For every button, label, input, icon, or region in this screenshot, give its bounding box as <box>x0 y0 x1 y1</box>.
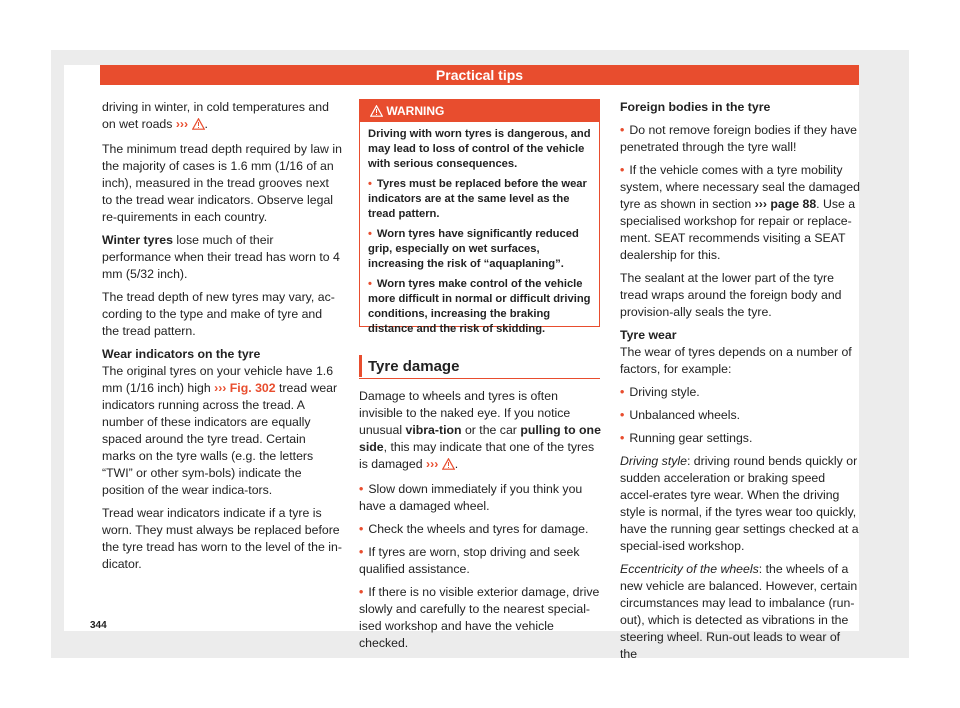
warning-box <box>359 99 600 335</box>
title-underline <box>359 378 600 379</box>
warning-item: • Tyres must be replaced before the wear indicators are at the same level as the tread pattern. <box>368 177 591 222</box>
paragraph: Eccentricity of the wheels: the wheels of a new vehicle are balanced. However, certain circumstances may lead to imbalance (run-out), which is detected as vibrations in the steering wheel. Run-out leads to wear of the <box>620 562 858 661</box>
list-item: • If the vehicle comes with a tyre mobility system, where necessary seal the damaged tyre as shown in section ››› page 88. Use a specialised workshop for repair or replace-ment. SEAT recommends visiting a SEAT dealership for this. <box>620 162 860 264</box>
paragraph <box>102 346 342 363</box>
paragraph: The original tyres on your vehicle have 1.6 mm (1/16 inch) high ››› Fig. 302 tread wear indicators running across the tread. A number of these indicators are equally spaced around the tyre tread. Certain marks on the tyre walls (e.g. the letters “TWI” or other sym-bols) indicate the position of the wear indica-tors. <box>102 364 338 497</box>
list-item: • Driving style. <box>620 384 860 401</box>
paragraph: The wear of tyres depends on a number of factors, for example: <box>620 345 852 376</box>
warning-header: WARNING <box>360 100 599 122</box>
list-item: • If there is no visible exterior damage, drive slowly and carefully to the nearest special-ised workshop and have the vehicle checked. <box>359 584 601 652</box>
warning-body <box>360 122 599 337</box>
column-middle-text <box>359 388 601 658</box>
warning-item: • Worn tyres have significantly reduced grip, especially on wet surfaces, increasing the risk of “aquaplaning”. <box>368 227 591 272</box>
paragraph: The tread depth of new tyres may vary, ac-cording to the type and make of tyre and the tread pattern. <box>102 290 335 338</box>
list-item: • Slow down immediately if you think you have a damaged wheel. <box>359 481 601 515</box>
list-item: • Unbalanced wheels. <box>620 407 860 424</box>
subheading: Wear indicators on the tyre <box>102 347 261 361</box>
list-item: • If tyres are worn, stop driving and seek qualified assistance. <box>359 544 601 578</box>
paragraph: The minimum tread depth required by law in the majority of cases is 1.6 mm (1/16 of an inch), measured in the tread grooves next to the tread wear indicators. Observe legal re-quirements in each country. <box>102 142 342 224</box>
warning-triangle-icon <box>370 102 383 124</box>
warning-intro: Driving with worn tyres is dangerous, and may lead to loss of control of the vehicle with serious consequences. <box>368 128 591 170</box>
section-header: Practical tips <box>100 65 859 85</box>
section-title: Tyre damage <box>359 357 600 377</box>
paragraph: driving in winter, in cold temperatures and on wet roads ››› . <box>102 99 342 135</box>
figure-reference[interactable]: ››› Fig. 302 <box>214 381 276 395</box>
paragraph: Winter tyres lose much of their performance when their tread has worn to 4 mm (5/32 inch). <box>102 233 340 281</box>
subheading: Foreign bodies in the tyre <box>620 100 771 114</box>
list-item: • Do not remove foreign bodies if they have penetrated through the tyre wall! <box>620 122 860 156</box>
subheading: Tyre wear <box>620 328 677 342</box>
list-item: • Running gear settings. <box>620 430 860 447</box>
column-left <box>102 99 342 579</box>
warning-triangle-icon <box>192 118 205 135</box>
warning-triangle-icon <box>442 458 455 475</box>
paragraph: The sealant at the lower part of the tyre tread wraps around the foreign body and provision-ally seals the tyre. <box>620 271 842 319</box>
column-right <box>620 99 860 669</box>
paragraph: Tread wear indicators indicate if a tyre is worn. They must always be replaced before the tyre tread has worn to the level of the in-dicator. <box>102 506 342 571</box>
list-item: • Check the wheels and tyres for damage. <box>359 521 601 538</box>
title-accent-bar <box>359 355 362 377</box>
page-number: 344 <box>90 620 107 631</box>
cross-reference[interactable]: ››› <box>426 457 439 471</box>
page-reference[interactable]: ››› page 88 <box>754 197 817 211</box>
cross-reference[interactable]: ››› <box>175 117 189 131</box>
warning-item: • Worn tyres make control of the vehicle more difficult in normal or difficult driving conditions, increasing the braking distance and the risk of skidding. <box>368 277 591 337</box>
paragraph: Driving style: driving round bends quickly or sudden acceleration or braking speed accel-erates tyre wear. When the driving style is normal, if the tyres wear too quickly, have the running gear settings checked at a special-ised workshop. <box>620 454 859 553</box>
paragraph: Damage to wheels and tyres is often invisible to the naked eye. If you notice unusual vibra-tion or the car pulling to one side, this may indicate that one of the tyres is damaged ››› . <box>359 388 601 475</box>
